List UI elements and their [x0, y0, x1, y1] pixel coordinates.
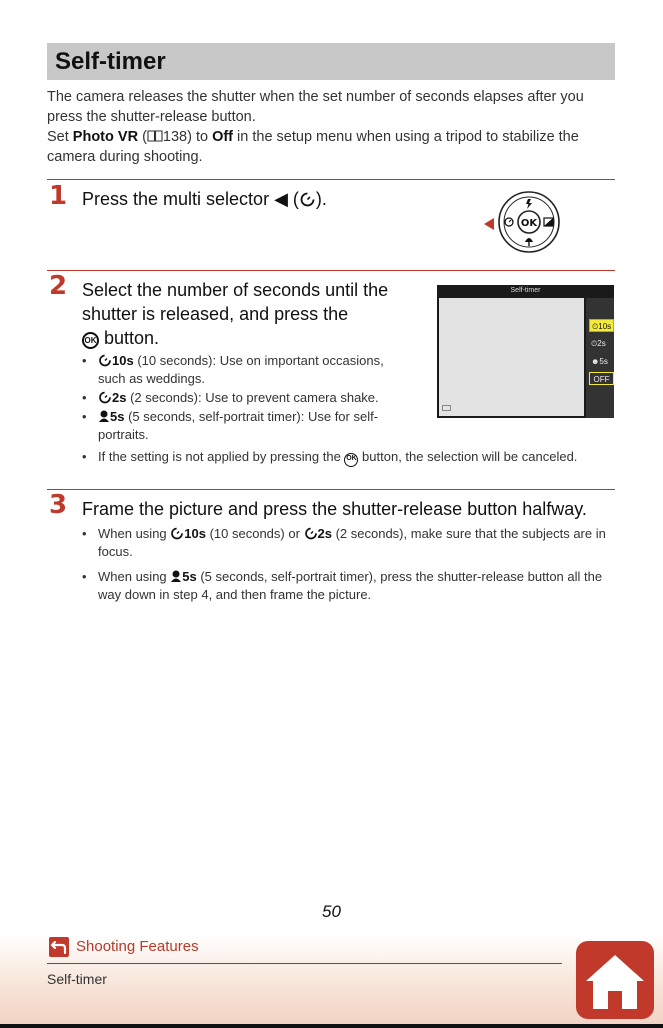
list-item — [80, 448, 580, 467]
step2-number: 2 — [49, 271, 68, 301]
step2-title-line3-text: button. — [99, 328, 160, 348]
step3-rule — [47, 489, 615, 490]
home-icon — [576, 941, 654, 1019]
option-5s-desc: (5 seconds, self-portrait timer): Use for self-portraits. — [98, 409, 379, 442]
screen-viewfinder — [439, 298, 584, 416]
self-timer-icon — [98, 353, 112, 367]
step2-bullet-list — [80, 352, 410, 445]
step3-bullet-list — [80, 525, 615, 605]
step2-title-line3 — [82, 326, 388, 350]
list-item — [80, 352, 410, 388]
screen-option-5s-label: 5s — [599, 357, 608, 366]
self-portrait-icon — [170, 569, 182, 583]
screen-option-2s-label: 2s — [597, 339, 606, 348]
option-2s-desc: (2 seconds): Use to prevent camera shake. — [126, 390, 379, 405]
self-timer-icon — [98, 390, 112, 404]
screen-header: Self-timer — [510, 287, 541, 294]
step3-b2-5s: 5s — [182, 569, 197, 584]
step2-note-list — [80, 448, 580, 468]
list-item — [80, 525, 615, 561]
bottom-bar — [0, 1024, 663, 1028]
step1-title-text: Press the multi selector ◀ ( — [82, 189, 299, 209]
footer-divider — [47, 963, 562, 964]
back-icon[interactable] — [49, 937, 69, 957]
step2-title — [82, 278, 388, 350]
step1-rule — [47, 179, 615, 180]
screen-option-2s[interactable]: ⏲2s — [591, 339, 606, 348]
step3-title: Frame the picture and press the shutter-release button halfway. — [82, 499, 587, 519]
step2-rule — [47, 270, 615, 271]
self-portrait-icon — [98, 409, 110, 423]
step3-b1-mid: (10 seconds) or — [205, 526, 304, 541]
list-item — [80, 389, 410, 407]
intro-line1: The camera releases the shutter when the set number of seconds elapses after you press the shutter-release button. — [47, 89, 584, 125]
ok-button-icon: OK — [344, 453, 358, 467]
step3-b1-10s: 10s — [184, 526, 206, 541]
step1-number: 1 — [49, 181, 68, 211]
step1-title-end: ). — [315, 189, 327, 209]
step2-title-line2: shutter is released, and press the — [82, 304, 349, 324]
intro-ref: 138) to — [162, 129, 213, 145]
screen-option-10s[interactable]: ⏲10s — [589, 319, 614, 332]
self-timer-icon — [170, 526, 184, 540]
option-10s-label: 10s — [112, 353, 134, 368]
self-timer-icon — [299, 190, 316, 207]
page-number: 50 — [322, 902, 341, 921]
intro-mid: ( — [138, 129, 147, 145]
option-2s-label: 2s — [112, 390, 127, 405]
breadcrumb-section-link[interactable]: Shooting Features — [76, 938, 199, 955]
step1-title — [82, 187, 327, 211]
screen-option-10s-label: 10s — [598, 322, 612, 331]
note-text-b: button, the selection will be canceled. — [358, 449, 578, 464]
step3-number: 3 — [49, 490, 68, 520]
list-item — [80, 568, 615, 604]
intro-pre: Set — [47, 129, 73, 145]
intro-post: in the setup menu when using a tripod to stabilize the camera during shooting. — [47, 129, 579, 165]
ok-button-label: OK — [520, 218, 538, 229]
step3-b2-c: (5 seconds, self-portrait timer), press the shutter-release button all the way down in step 4, and then frame the picture. — [98, 569, 603, 602]
self-timer-icon — [304, 526, 318, 540]
left-arrow-icon — [483, 217, 495, 231]
camera-screen — [437, 285, 614, 418]
step3-b1-c: (2 seconds), make sure that the subjects are in focus. — [98, 526, 606, 559]
battery-icon — [442, 405, 451, 411]
option-5s-label: 5s — [110, 409, 125, 424]
screen-option-off[interactable]: OFF — [589, 372, 614, 385]
list-item — [80, 408, 410, 444]
photo-vr-label: Photo VR — [72, 129, 139, 145]
step3-b1-2s: 2s — [317, 526, 332, 541]
screen-option-column — [586, 298, 614, 418]
ok-button-icon: OK — [82, 332, 99, 349]
intro-text — [47, 87, 617, 167]
off-label: Off — [212, 129, 234, 145]
home-button[interactable] — [576, 941, 654, 1019]
page-title: Self-timer — [55, 48, 166, 75]
title-bar — [47, 43, 615, 80]
option-10s-desc: (10 seconds): Use on important occasions, such as weddings. — [98, 353, 384, 386]
breadcrumb-subsection: Self-timer — [47, 971, 107, 987]
screen-option-5s[interactable]: ☻5s — [591, 357, 608, 366]
multi-selector-diagram — [497, 190, 561, 254]
note-text-a: If the setting is not applied by pressing the — [98, 449, 345, 464]
intro-line2 — [47, 127, 617, 167]
step3-b2-a: When using — [98, 569, 171, 584]
step2-title-line1: Select the number of seconds until the — [82, 280, 389, 300]
step3-b1-a: When using — [98, 526, 171, 541]
book-reference-icon[interactable] — [147, 129, 163, 142]
